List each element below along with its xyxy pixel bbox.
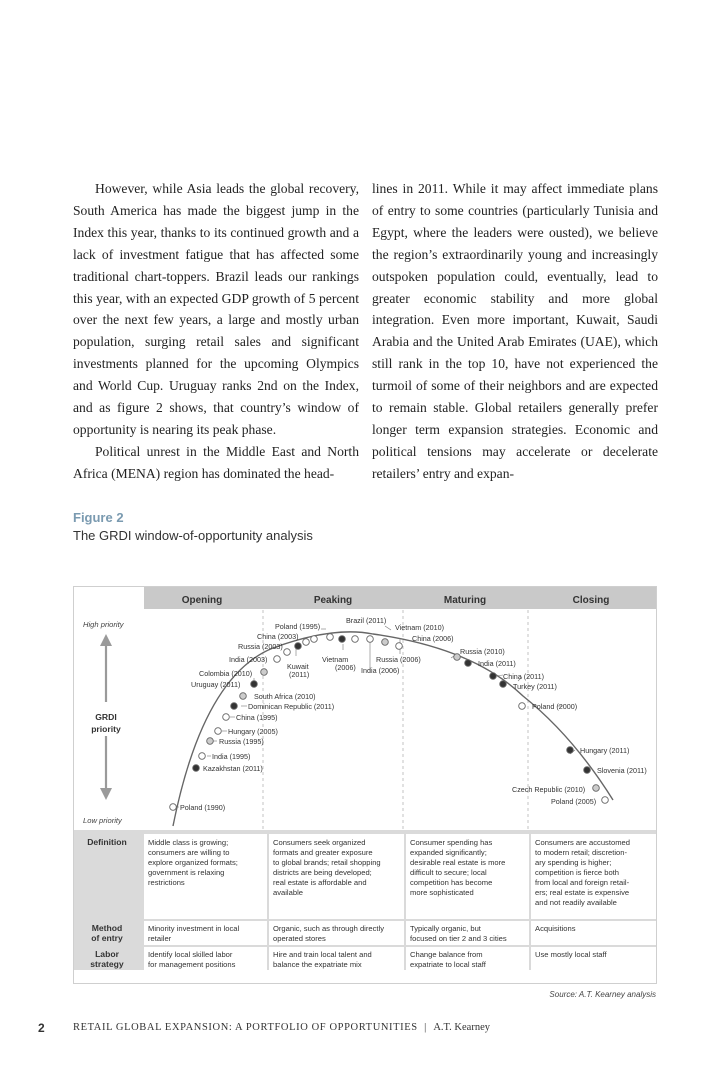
figure-source: Source: A.T. Kearney analysis <box>549 990 656 999</box>
cell-line: from local and foreign retail- <box>535 878 630 887</box>
cell-line: Acquisitions <box>535 924 576 933</box>
label-vietnam-2010: Vietnam (2010) <box>395 623 445 632</box>
footer-text: RETAIL GLOBAL EXPANSION: A PORTFOLIO OF OPPORTUNITIES | A.T. Kearney <box>73 1022 490 1033</box>
row-head-labor: Labor <box>95 949 119 959</box>
label-vietnam: Vietnam <box>322 655 349 664</box>
label-india-2003: India (2003) <box>229 655 268 664</box>
axis-title-grdi: GRDI <box>95 712 117 722</box>
point-china-2006 <box>396 643 403 650</box>
label-china-1995: China (1995) <box>236 713 278 722</box>
cell-line: Use mostly local staff <box>535 950 607 959</box>
figure-label: Figure 2 <box>73 510 124 525</box>
point-poland-2005 <box>602 797 609 804</box>
point-poland-1990 <box>170 804 177 811</box>
axis-low-priority: Low priority <box>83 816 122 825</box>
footer-title: RETAIL GLOBAL EXPANSION: A PORTFOLIO OF OPPORTUNITIES <box>73 1022 418 1033</box>
strategy-table <box>87 834 656 970</box>
label-slovenia-2011: Slovenia (2011) <box>597 766 647 775</box>
point-hungary-2011 <box>567 747 574 754</box>
point-india-2003 <box>274 656 281 663</box>
row-head-method-2: of entry <box>91 933 123 943</box>
cell-line: and not readily available <box>535 898 617 907</box>
point-russia-2003 <box>284 649 291 656</box>
cell-line: expanded significantly; <box>410 848 487 857</box>
row-head-labor-2: strategy <box>90 959 124 969</box>
label-russia-2006: Russia (2006) <box>376 655 421 664</box>
paragraph: Political unrest in the Middle East and North Africa (MENA) region has dominated the head- <box>73 443 359 481</box>
cell-line: Change balance from <box>410 950 483 959</box>
point-india-2011 <box>465 660 472 667</box>
paragraph: However, while Asia leads the global recovery, South America has made the biggest jump in the Index this year, thanks to its continued growth and a lack of investment fatigue that has affected some traditional chart-toppers. Brazil leads our rankings this year, with an expected GDP growth of 5 percent over the next few years, a large and mostly urban population, surging retail sales and significant investments planned for the upcoming Olympics and World Cup. Uruguay ranks 2nd on the Index, and as figure 2 shows, that country’s window of opportunity is nearing its peak phase. <box>73 181 359 437</box>
cell-line: restrictions <box>148 878 185 887</box>
label-hungary-2011: Hungary (2011) <box>580 746 630 755</box>
cell-line: consumers are willing to <box>148 848 230 857</box>
axis-title-priority: priority <box>91 724 121 734</box>
point-india-1995 <box>199 753 206 760</box>
grdi-window-diagram <box>73 586 657 984</box>
label-czech-republic-2010: Czech Republic (2010) <box>512 785 586 794</box>
cell-line: explore organized formats; <box>148 858 238 867</box>
point-hungary-2005 <box>215 728 222 735</box>
label-india-1995: India (1995) <box>212 752 251 761</box>
cell-line: for management positions <box>148 960 236 969</box>
cell-line: Organic, such as through directly <box>273 924 385 933</box>
cell-line: districts are being developed; <box>273 868 372 877</box>
point-czech-republic-2010 <box>593 785 600 792</box>
axis-high-priority: High priority <box>83 620 124 629</box>
point-vietnam-2010 <box>382 639 389 646</box>
label-poland-2000: Poland (2000) <box>532 702 578 711</box>
label-poland-1990: Poland (1990) <box>180 803 226 812</box>
row-head-method: Method <box>91 923 123 933</box>
cell-line: Minority investment in local <box>148 924 240 933</box>
point-china-2011 <box>490 673 497 680</box>
cell-line: competition is fierce both <box>535 868 619 877</box>
cell-line: operated stores <box>273 934 326 943</box>
cell-line: real estate is affordable and <box>273 878 367 887</box>
label-china-2003: China (2003) <box>257 632 299 641</box>
point-kazakhstan-2011 <box>193 765 200 772</box>
point-poland-1995 <box>311 636 318 643</box>
point-turkey-2011 <box>500 681 507 688</box>
point-china-1995 <box>223 714 230 721</box>
cell-line: Consumers seek organized <box>273 838 366 847</box>
point-china-2003 <box>303 639 310 646</box>
cell-line: Consumers are accustomed <box>535 838 630 847</box>
label-colombia-2010: Colombia (2010) <box>199 669 253 678</box>
label-russia-2010: Russia (2010) <box>460 647 505 656</box>
cell-line: to modern retail; discretion- <box>535 848 628 857</box>
label-china-2006: China (2006) <box>412 634 454 643</box>
cell-line: focused on tier 2 and 3 cities <box>410 934 507 943</box>
phase-closing: Closing <box>572 595 610 606</box>
row-head-definition: Definition <box>87 837 127 847</box>
label-vietnam-year: (2006) <box>335 663 356 672</box>
label-south-africa-2010: South Africa (2010) <box>254 692 316 701</box>
cell-line: Consumer spending has <box>410 838 493 847</box>
label-brazil-2011: Brazil (2011) <box>346 616 387 625</box>
cell-line: expatriate to local staff <box>410 960 486 969</box>
cell-line: difficult to secure; local <box>410 868 487 877</box>
paragraph: lines in 2011. While it may affect immediate plans of entry to some countries (particularly Tunisia and Egypt, where the leaders were ousted), we believe the region’s extraordinarily young and increasingly outspoken population could, eventually, lead to greater economic stability and more global integration. Even more important, Kuwait, Saudi Arabia and the United Arab Emirates (UAE), which still rank in the top 10, have not experienced the turmoil of some of their neighbors and are expected to remain stable. Global retailers generally prefer longer term expansion strategies. Economic and political tensions may accelerate or decelerate retailers’ entry and expan- <box>372 181 658 481</box>
body-column-left <box>73 178 359 485</box>
point-vietnam-2006 <box>327 634 334 641</box>
phase-opening: Opening <box>181 595 223 606</box>
phase-maturing: Maturing <box>443 595 487 606</box>
cell-line: Typically organic, but <box>410 924 481 933</box>
label-poland-2005: Poland (2005) <box>551 797 597 806</box>
point-south-africa-2010 <box>240 693 247 700</box>
label-hungary-2005: Hungary (2005) <box>228 727 278 736</box>
label-turkey-2011: Turkey (2011) <box>513 682 557 691</box>
cell-line: available <box>273 888 303 897</box>
phase-peaking: Peaking <box>313 595 353 606</box>
label-poland-1995: Poland (1995) <box>275 622 321 631</box>
cell-line: government is relaxing <box>148 868 225 877</box>
cell-line: balance the expatriate mix <box>273 960 362 969</box>
footer-brand: A.T. Kearney <box>433 1022 490 1033</box>
point-poland-2000 <box>519 703 526 710</box>
label-russia-1995: Russia (1995) <box>219 737 264 746</box>
point-kuwait-2011 <box>295 643 302 650</box>
cell-line: Hire and train local talent and <box>273 950 372 959</box>
label-kuwait: Kuwait <box>287 662 309 671</box>
cell-line: Middle class is growing; <box>148 838 229 847</box>
point-uruguay-2011 <box>251 681 258 688</box>
cell-line: desirable real estate is more <box>410 858 506 867</box>
label-uruguay-2011: Uruguay (2011) <box>191 680 241 689</box>
point-india-2006 <box>352 636 359 643</box>
point-slovenia-2011 <box>584 767 591 774</box>
cell-line: to global brands; retail shopping <box>273 858 381 867</box>
label-china-2011: China (2011) <box>503 672 545 681</box>
label-india-2006: India (2006) <box>361 666 400 675</box>
cell-line: ers; real estate is expensive <box>535 888 630 897</box>
label-dominican-republic-2011: Dominican Republic (2011) <box>248 702 335 711</box>
figure-title: The GRDI window-of-opportunity analysis <box>73 528 313 543</box>
label-russia-2003: Russia (2003) <box>238 642 283 651</box>
point-brazil-2011 <box>339 636 346 643</box>
point-colombia-2010 <box>261 669 268 676</box>
body-column-right <box>372 178 658 485</box>
cell-line: ary spending is higher; <box>535 858 612 867</box>
label-kuwait-year: (2011) <box>289 670 310 679</box>
point-russia-2006 <box>367 636 374 643</box>
cell-line: retailer <box>148 934 172 943</box>
label-kazakhstan-2011: Kazakhstan (2011) <box>203 764 263 773</box>
cell-line: Identify local skilled labor <box>148 950 233 959</box>
cell-line: competition has become <box>410 878 493 887</box>
cell-line: formats and greater exposure <box>273 848 373 857</box>
page-number: 2 <box>38 1021 46 1035</box>
cell-line: more sophisticated <box>410 888 474 897</box>
label-india-2011: India (2011) <box>478 659 516 668</box>
point-russia-1995 <box>207 738 214 745</box>
point-dominican-republic-2011 <box>231 703 238 710</box>
